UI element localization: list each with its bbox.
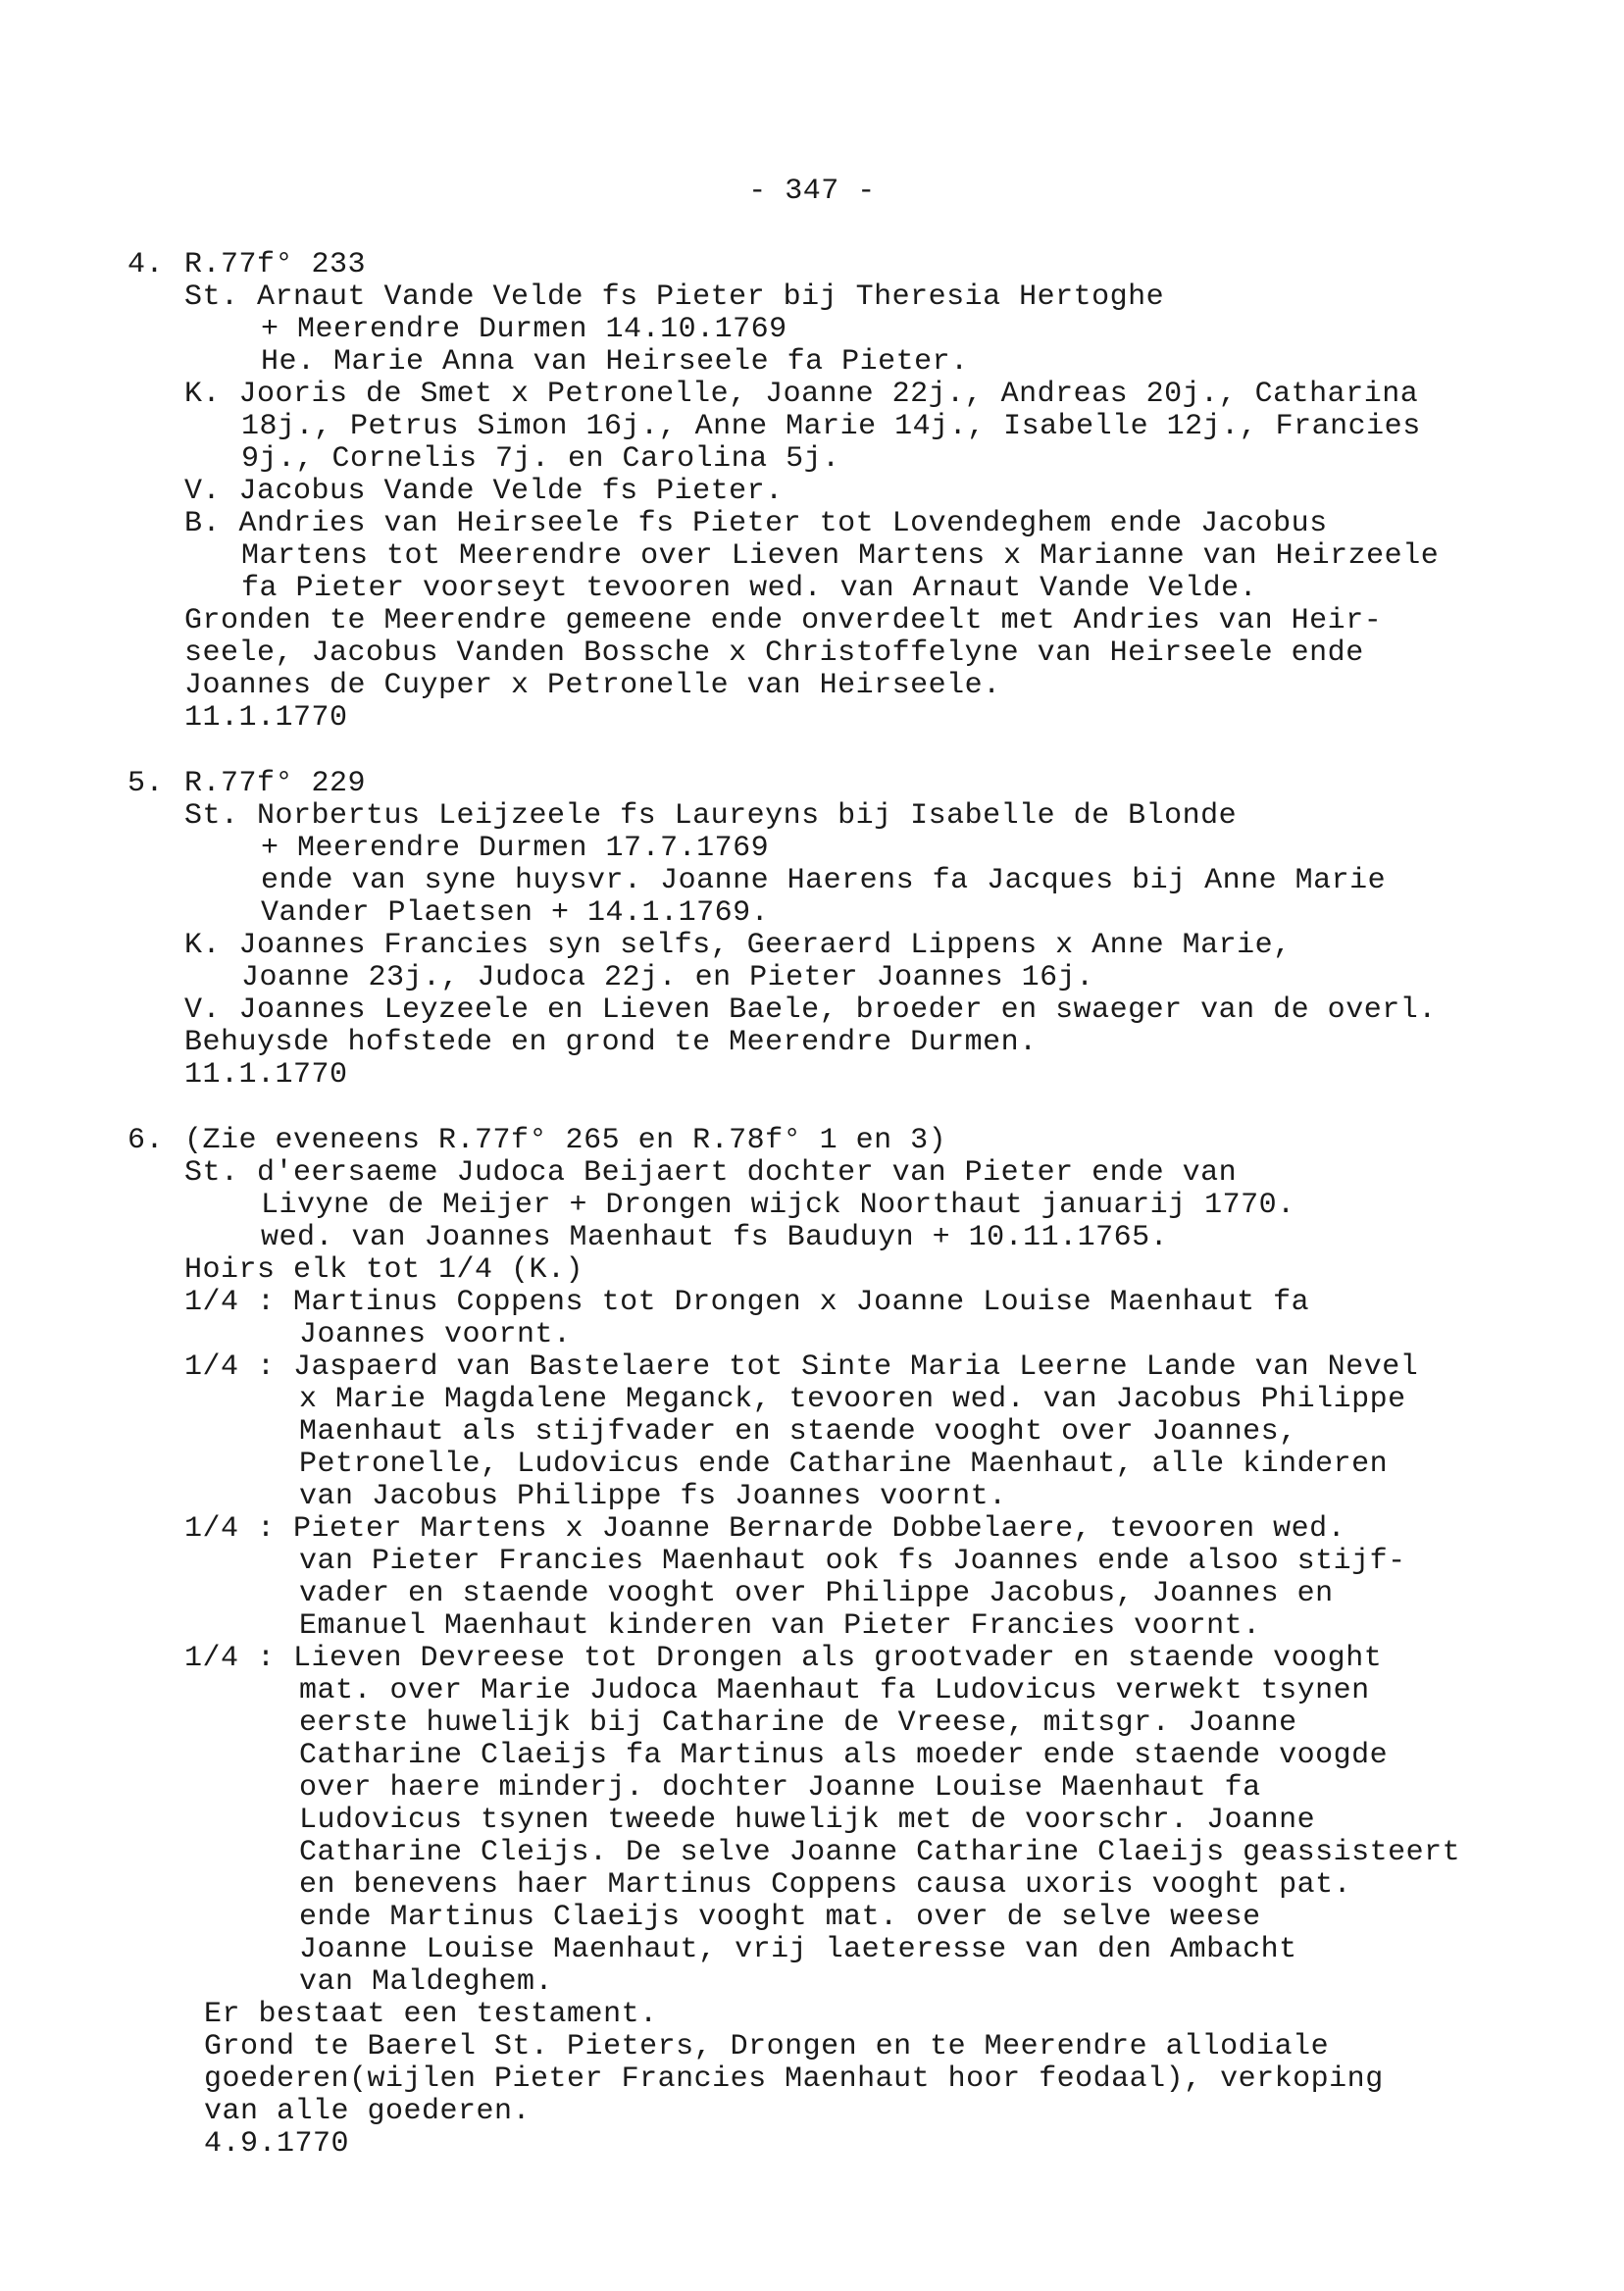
text-line: Joannes voornt. <box>299 1318 572 1351</box>
text-line: Livyne de Meijer + Drongen wijck Noorthaut januarij 1770. <box>261 1189 1295 1222</box>
text-line: Catharine Claeijs fa Martinus als moeder ende staende voogde <box>299 1739 1389 1772</box>
text-line: K. Joannes Francies syn selfs, Geeraerd Lippens x Anne Marie, <box>184 929 1292 962</box>
text-line: St. Arnaut Vande Velde fs Pieter bij Theresia Hertoghe <box>184 280 1165 314</box>
register-reference: R.77f° 233 <box>184 248 367 281</box>
text-line: Gronden te Meerendre gemeene ende onverdeelt met Andries van Heir- <box>184 604 1383 637</box>
text-line: K. Jooris de Smet x Petronelle, Joanne 22j., Andreas 20j., Catharina <box>184 378 1419 411</box>
text-line: St. Norbertus Leijzeele fs Laureyns bij Isabelle de Blonde <box>184 799 1238 833</box>
text-line: Martens tot Meerendre over Lieven Martens x Marianne van Heirzeele <box>241 539 1440 573</box>
text-line: over haere minderj. dochter Joanne Louise Maenhaut fa <box>299 1771 1261 1805</box>
text-line: B. Andries van Heirseele fs Pieter tot Lovendeghem ende Jacobus <box>184 507 1328 540</box>
text-line: goederen(wijlen Pieter Francies Maenhaut hoor feodaal), verkoping <box>204 2062 1384 2096</box>
entry-number: 4. <box>127 248 165 281</box>
entry-number: 5. <box>127 767 165 800</box>
text-line: Ludovicus tsynen tweede huwelijk met de voorschr. Joanne <box>299 1804 1316 1837</box>
text-line: Vander Plaetsen + 14.1.1769. <box>261 896 770 930</box>
text-line: Emanuel Maenhaut kinderen van Pieter Francies voornt. <box>299 1609 1261 1643</box>
text-line: en benevens haer Martinus Coppens causa uxoris vooght pat. <box>299 1868 1352 1902</box>
text-line: 1/4 : Pieter Martens x Joanne Bernarde Dobbelaere, tevooren wed. <box>184 1512 1346 1546</box>
text-line: He. Marie Anna van Heirseele fa Pieter. <box>261 345 969 379</box>
text-line: mat. over Marie Judoca Maenhaut fa Ludovicus verwekt tsynen <box>299 1674 1370 1707</box>
entry-date: 11.1.1770 <box>184 1058 348 1092</box>
text-line: van Pieter Francies Maenhaut ook fs Joannes ende alsoo stijf- <box>299 1545 1406 1578</box>
text-line: V. Joannes Leyzeele en Lieven Baele, broeder en swaeger van de overl. <box>184 993 1437 1027</box>
text-line: van Jacobus Philippe fs Joannes voornt. <box>299 1480 1007 1513</box>
text-line: Er bestaat een testament. <box>204 1998 658 2031</box>
text-line: Behuysde hofstede en grond te Meerendre Durmen. <box>184 1026 1038 1059</box>
text-line: + Meerendre Durmen 17.7.1769 <box>261 832 770 865</box>
text-line: Joannes de Cuyper x Petronelle van Heirseele. <box>184 669 1001 702</box>
text-line: 18j., Petrus Simon 16j., Anne Marie 14j., Isabelle 12j., Francies <box>241 410 1421 443</box>
text-line: V. Jacobus Vande Velde fs Pieter. <box>184 475 784 508</box>
text-line: Hoirs elk tot 1/4 (K.) <box>184 1253 584 1287</box>
text-line: ende Martinus Claeijs vooght mat. over de selve weese <box>299 1901 1261 1934</box>
entry-date: 11.1.1770 <box>184 701 348 735</box>
entry-date: 4.9.1770 <box>204 2127 350 2161</box>
text-line: wed. van Joannes Maenhaut fs Bauduyn + 10.11.1765. <box>261 1221 1169 1254</box>
text-line: ende van syne huysvr. Joanne Haerens fa Jacques bij Anne Marie <box>261 864 1387 897</box>
text-line: eerste huwelijk bij Catharine de Vreese, mitsgr. Joanne <box>299 1706 1297 1740</box>
text-line: + Meerendre Durmen 14.10.1769 <box>261 313 787 346</box>
text-line: St. d'eersaeme Judoca Beijaert dochter van Pieter ende van <box>184 1156 1238 1190</box>
register-reference: (Zie eveneens R.77f° 265 en R.78f° 1 en 3) <box>184 1124 947 1157</box>
text-line: Petronelle, Ludovicus ende Catharine Maenhaut, alle kinderen <box>299 1448 1389 1481</box>
register-reference: R.77f° 229 <box>184 767 367 800</box>
text-line: Grond te Baerel St. Pieters, Drongen en te Meerendre allodiale <box>204 2030 1330 2063</box>
text-line: 1/4 : Lieven Devreese tot Drongen als grootvader en staende vooght <box>184 1642 1383 1675</box>
text-line: fa Pieter voorseyt tevooren wed. van Arnaut Vande Velde. <box>241 572 1258 605</box>
text-line: Maenhaut als stijfvader en staende vooght over Joannes, <box>299 1415 1297 1449</box>
text-line: seele, Jacobus Vanden Bossche x Christoffelyne van Heirseele ende <box>184 636 1364 670</box>
text-line: Joanne 23j., Judoca 22j. en Pieter Joannes 16j. <box>241 961 1094 994</box>
text-line: van Maldeghem. <box>299 1965 554 1999</box>
page-number: - 347 - <box>748 175 876 208</box>
text-line: x Marie Magdalene Meganck, tevooren wed. van Jacobus Philippe <box>299 1383 1406 1416</box>
text-line: van alle goederen. <box>204 2095 532 2128</box>
text-line: 1/4 : Jaspaerd van Bastelaere tot Sinte Maria Leerne Lande van Nevel <box>184 1350 1419 1384</box>
text-line: 1/4 : Martinus Coppens tot Drongen x Joanne Louise Maenhaut fa <box>184 1286 1310 1319</box>
text-line: vader en staende vooght over Philippe Jacobus, Joannes en <box>299 1577 1334 1610</box>
text-line: 9j., Cornelis 7j. en Carolina 5j. <box>241 442 840 476</box>
text-line: Joanne Louise Maenhaut, vrij laeteresse van den Ambacht <box>299 1933 1297 1966</box>
text-line: Catharine Cleijs. De selve Joanne Catharine Claeijs geassisteert <box>299 1836 1461 1869</box>
entry-number: 6. <box>127 1124 165 1157</box>
